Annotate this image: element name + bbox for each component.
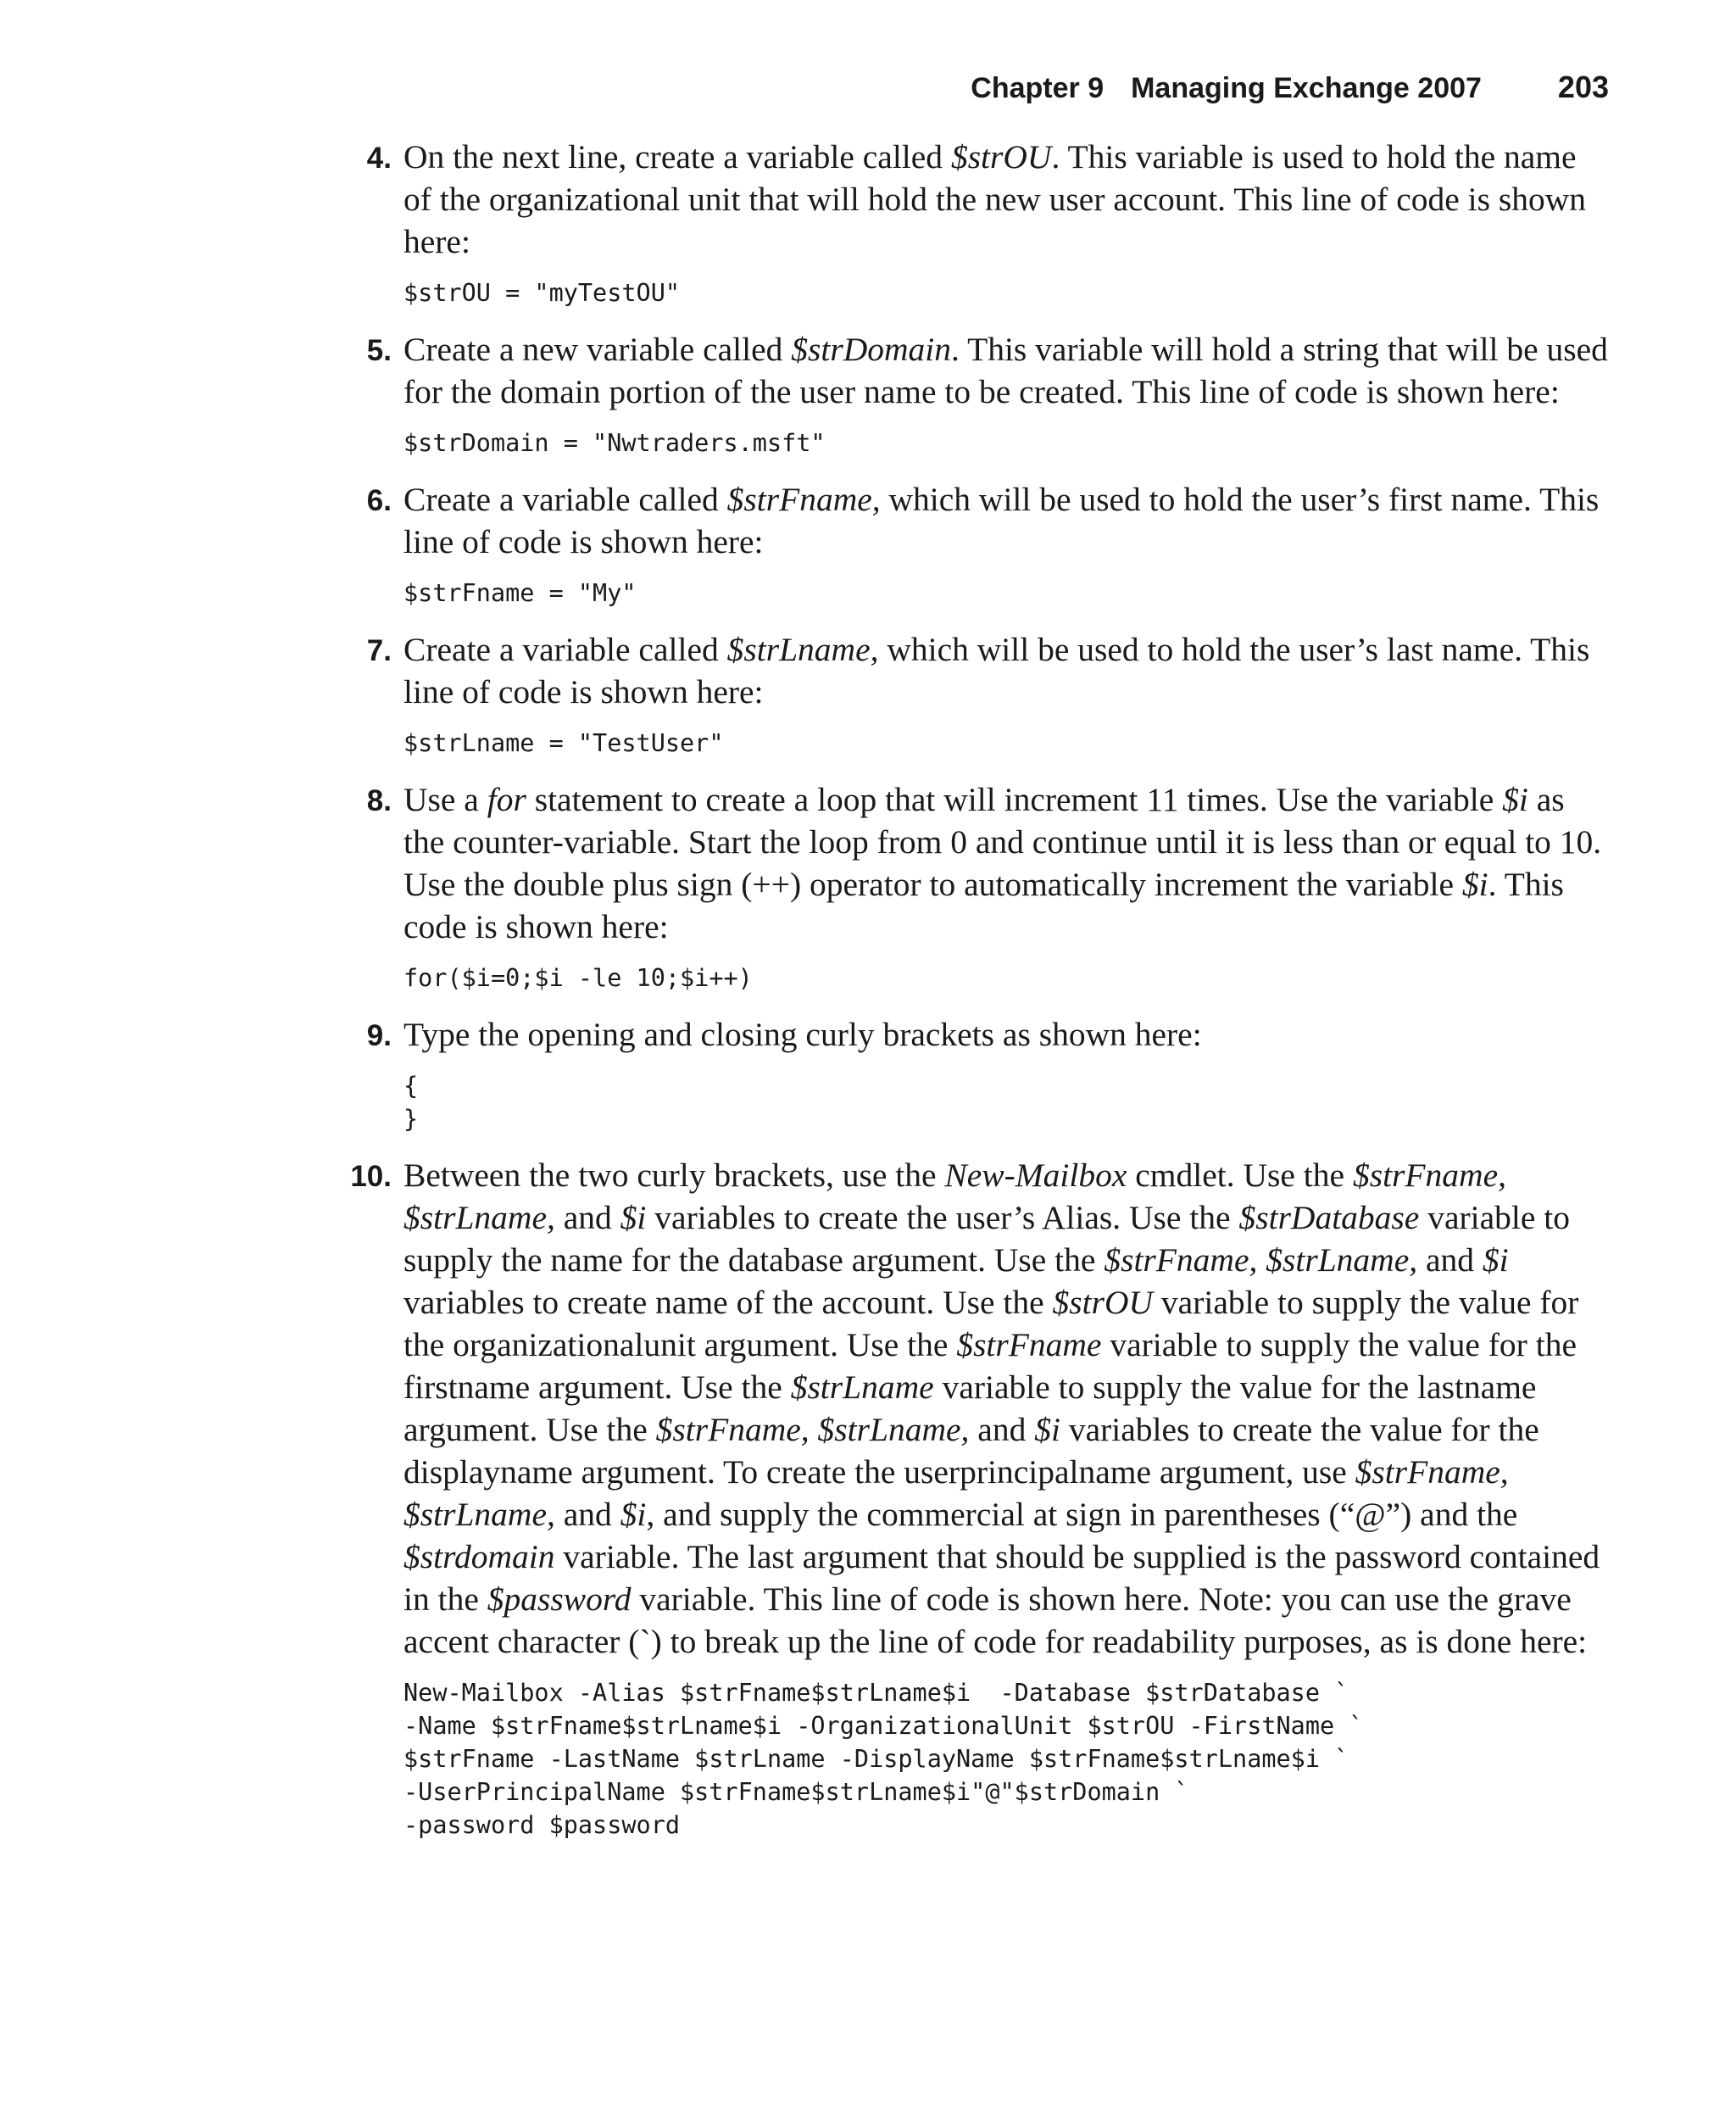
step-number: 7. <box>366 634 392 667</box>
step-10 <box>350 1154 1609 1842</box>
step-text: Type the opening and closing curly brackets as shown here: <box>403 1016 1202 1053</box>
code-block: New-Mailbox -Alias $strFname$strLname$i -Database $strDatabase ` -Name $strFname$strLname$i -OrganizationalUnit $strOU -FirstName ` $strFname -LastName $strLname -DisplayName $strFname$strLname$i ` -UserPrincipalName $strFname$strLname$i"@"$strDomain ` -password $password <box>403 1679 1364 1839</box>
step-5 <box>366 328 1609 460</box>
step-text: Create a variable called $strLname, which will be used to hold the user’s last name. This line of code is shown here: <box>403 631 1590 711</box>
step-number: 9. <box>366 1019 392 1052</box>
code-block: { } <box>403 1072 419 1133</box>
step-number: 4. <box>366 142 392 175</box>
step-text: On the next line, create a variable called $strOU. This variable is used to hold the name of the organizational unit that will hold the new user account. This line of code is shown here: <box>403 138 1586 260</box>
step-number: 5. <box>366 334 392 367</box>
chapter-title: Managing Exchange 2007 <box>1131 72 1482 104</box>
step-6 <box>366 478 1609 610</box>
step-number: 10. <box>350 1160 392 1193</box>
code-block: $strLname = "TestUser" <box>403 729 724 757</box>
code-block: $strDomain = "Nwtraders.msft" <box>403 429 826 457</box>
page-body <box>350 136 1609 1842</box>
code-block: $strFname = "My" <box>403 579 637 607</box>
step-text: Create a new variable called $strDomain. This variable will hold a string that will be used for the domain portion of the user name to be created. This line of code is shown here: <box>403 331 1608 410</box>
step-number: 8. <box>366 784 392 817</box>
step-number: 6. <box>366 484 392 517</box>
step-9 <box>366 1013 1609 1135</box>
step-text: Between the two curly brackets, use the New-Mailbox cmdlet. Use the $strFname, $strLname, and $i variables to create the user’s Alias. Use the $strDatabase variable to supply the name for the database argument. Use the $strFname, $strLname, and $i variables to create name of the account. Use the $strOU variable to supply the value for the organizationalunit argument. Use the $strFname variable to supply the value for the firstname argument. Use the $strLname variable to supply the value for the lastname argument. Use the $strFname, $strLname, and $i variables to create the value for the displayname argument. To create the userprincipalname argument, use $strFname, $strLname, and $i, and supply the commercial at sign in parentheses (“@”) and the $strdomain variable. The last argument that should be supplied is the password contained in the $password variable. This line of code is shown here. Note: you can use the grave accent character (`) to break up the line of code for readability purposes, as is done here: <box>403 1157 1600 1660</box>
page-number: 203 <box>1557 70 1609 104</box>
code-block: for($i=0;$i -le 10;$i++) <box>403 964 753 992</box>
code-block: $strOU = "myTestOU" <box>403 279 681 307</box>
step-text: Create a variable called $strFname, which will be used to hold the user’s first name. This line of code is shown here: <box>403 481 1600 560</box>
step-4 <box>366 136 1609 309</box>
running-header <box>971 70 1609 105</box>
step-8 <box>366 778 1609 995</box>
step-7 <box>366 628 1609 760</box>
step-text: Use a for statement to create a loop that will increment 11 times. Use the variable $i as the counter-variable. Start the loop from 0 and continue until it is less than or equal to 10. Use the double plus sign (++) operator to automatically increment the variable $i. This code is shown here: <box>403 781 1602 945</box>
chapter-number: Chapter 9 <box>971 72 1104 104</box>
